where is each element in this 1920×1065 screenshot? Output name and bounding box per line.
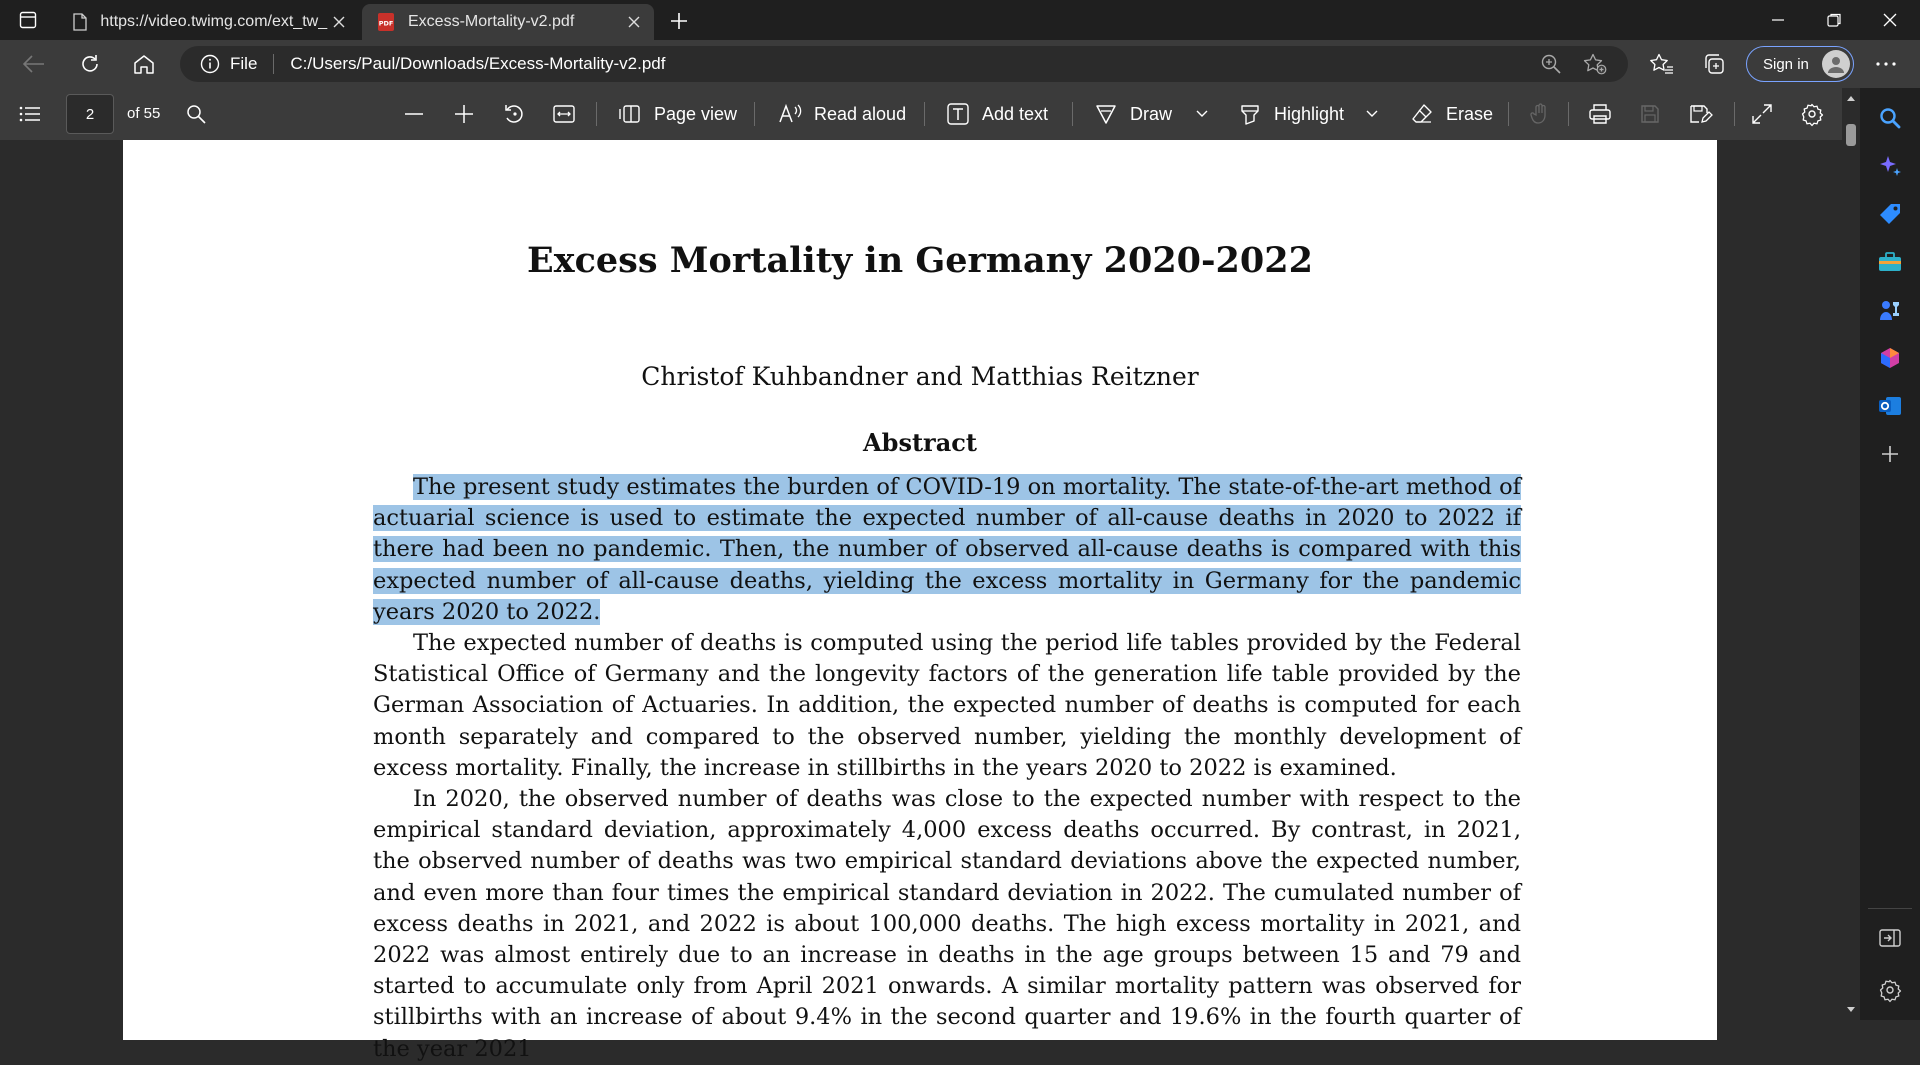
search-icon[interactable] [1878, 106, 1902, 130]
abstract-body [373, 472, 1521, 1065]
svg-text:PDF: PDF [378, 19, 394, 28]
add-text-label: Add text [982, 103, 1049, 124]
url-text[interactable]: C:/Users/Paul/Downloads/Excess-Mortality-v2.pdf [290, 54, 666, 73]
draw-button[interactable] [1094, 98, 1172, 130]
draw-options-chevron-icon[interactable] [1188, 100, 1216, 128]
erase-button[interactable] [1410, 98, 1493, 130]
abstract-heading: Abstract [863, 428, 977, 457]
divider [1868, 908, 1912, 909]
microsoft-365-icon[interactable] [1878, 346, 1902, 370]
fit-to-width-icon[interactable] [550, 100, 578, 128]
page-number-input[interactable] [66, 94, 114, 134]
read-aloud-label: Read aloud [814, 103, 907, 124]
page-view-icon [618, 102, 642, 126]
tools-briefcase-icon[interactable] [1878, 250, 1902, 274]
close-icon[interactable] [327, 8, 350, 36]
add-text-button[interactable] [946, 98, 1048, 130]
highlight-label: Highlight [1274, 103, 1345, 124]
sign-in-button[interactable] [1746, 46, 1854, 82]
fullscreen-icon[interactable] [1748, 100, 1776, 128]
refresh-button[interactable] [74, 48, 106, 80]
close-icon[interactable] [620, 8, 648, 36]
favorites-icon[interactable] [1646, 48, 1678, 80]
search-icon[interactable] [182, 100, 210, 128]
more-options-icon[interactable] [1870, 48, 1902, 80]
read-aloud-button[interactable] [778, 98, 906, 130]
sidebar-settings-icon[interactable] [1878, 978, 1902, 1002]
page-total: of 55 [127, 105, 161, 122]
tab-title: https://video.twimg.com/ext_tw_ [100, 13, 328, 30]
pdf-icon [376, 12, 396, 32]
add-favorite-icon[interactable] [1584, 53, 1606, 75]
scroll-thumb[interactable] [1846, 124, 1856, 146]
document-viewport[interactable] [0, 140, 1842, 1062]
add-sidebar-app-icon[interactable] [1878, 442, 1902, 466]
divider [596, 102, 597, 126]
print-icon[interactable] [1586, 100, 1614, 128]
touch-write-icon [1526, 100, 1554, 128]
avatar-icon [1822, 50, 1850, 78]
navigation-bar [0, 40, 1920, 88]
tab-actions-icon[interactable] [16, 8, 40, 32]
highlighted-selection[interactable]: The present study estimates the burden of COVID-19 on mortality. The state-of-the-art method of actuarial science is used to estimate the expected number of all-cause deaths in 2020 to 2022 if there had been no pandemic. Then, the number of observed all-cause deaths is compared with this expected number of all-cause deaths, yielding the excess mortality in Germany for the pandemic years 2020 to 2022. [373, 474, 1521, 625]
collections-icon[interactable] [1698, 48, 1730, 80]
url-scheme: File [230, 54, 258, 73]
settings-icon[interactable] [1798, 100, 1826, 128]
page-icon [72, 12, 88, 32]
scroll-down-arrow[interactable] [1846, 1004, 1856, 1014]
tab-video[interactable] [58, 4, 356, 40]
draw-label: Draw [1130, 103, 1173, 124]
edge-sidebar [1860, 88, 1920, 1020]
page-view-label: Page view [654, 103, 738, 124]
tab-pdf[interactable] [362, 4, 654, 40]
divider [1568, 102, 1569, 126]
eraser-icon [1410, 102, 1434, 126]
divider [273, 54, 274, 74]
abstract-paragraph-3: In 2020, the observed number of deaths was close to the expected number with respect to the empirical standard deviation, approximately 4,000 excess deaths occurred. By contrast, in 2021, the observed number of deaths was two empirical standard deviations above the expected number, and even more than four times the empirical standard deviation in 2022. The cumulated number of excess deaths in 2021, and 2022 is about 100,000 deaths. The high excess mortality in 2021, and 2022 was almost entirely due to an increase in deaths in the age groups between 15 and 79 and started to accumulate only from April 2021 onwards. A similar mortality pattern was observed for stillbirths with an increase of about 9.4% in the second quarter and 19.6% in the fourth quarter of the year 2021 [373, 786, 1521, 1062]
minimize-button[interactable] [1750, 0, 1806, 40]
tab-strip [0, 0, 1920, 40]
pdf-toolbar [0, 88, 1860, 140]
zoom-icon[interactable] [1540, 53, 1562, 75]
divider [754, 102, 755, 126]
erase-label: Erase [1446, 103, 1494, 124]
shopping-tag-icon[interactable] [1878, 202, 1902, 226]
close-window-button[interactable] [1862, 0, 1918, 40]
home-button[interactable] [128, 48, 160, 80]
save-icon [1636, 100, 1664, 128]
sign-in-label: Sign in [1763, 55, 1809, 73]
vertical-scrollbar[interactable] [1842, 88, 1860, 1020]
info-icon[interactable] [200, 54, 220, 74]
divider [1508, 102, 1509, 126]
document-authors: Christof Kuhbandner and Matthias Reitzner [641, 362, 1199, 391]
pdf-page[interactable] [123, 140, 1717, 1062]
outlook-icon[interactable] [1878, 394, 1902, 418]
copilot-sparkle-icon[interactable] [1878, 154, 1902, 178]
abstract-paragraph-2: The expected number of deaths is computed using the period life tables provided by the Federal Statistical Office of Germany and the longevity factors of the generation life table provided by the German Association of Actuaries. In addition, the expected number of deaths is computed for each month separately and compared to the observed number, yielding the monthly development of excess mortality. Finally, the increase in stillbirths in the years 2020 to 2022 is examined. [373, 630, 1521, 781]
new-tab-button[interactable] [664, 6, 694, 36]
hide-sidebar-icon[interactable] [1878, 926, 1902, 950]
back-button[interactable] [18, 48, 50, 80]
address-bar[interactable] [180, 46, 1628, 82]
draw-icon [1094, 102, 1118, 126]
rotate-icon[interactable] [500, 100, 528, 128]
highlighter-icon [1238, 102, 1262, 126]
page-view-button[interactable] [618, 98, 737, 130]
add-text-icon [946, 102, 970, 126]
tab-title: Excess-Mortality-v2.pdf [408, 13, 575, 30]
zoom-out-icon[interactable] [400, 100, 428, 128]
restore-button[interactable] [1806, 0, 1862, 40]
divider [924, 102, 925, 126]
divider [1072, 102, 1073, 126]
read-aloud-icon [778, 102, 802, 126]
save-as-icon[interactable] [1686, 100, 1714, 128]
scroll-up-arrow[interactable] [1846, 94, 1856, 104]
divider [1734, 102, 1735, 126]
zoom-in-icon[interactable] [450, 100, 478, 128]
highlight-button[interactable] [1238, 98, 1344, 130]
games-icon[interactable] [1878, 298, 1902, 322]
document-title: Excess Mortality in Germany 2020-2022 [527, 240, 1313, 281]
table-of-contents-icon[interactable] [16, 100, 44, 128]
highlight-options-chevron-icon[interactable] [1358, 100, 1386, 128]
abstract-paragraph-1[interactable] [373, 472, 1521, 628]
